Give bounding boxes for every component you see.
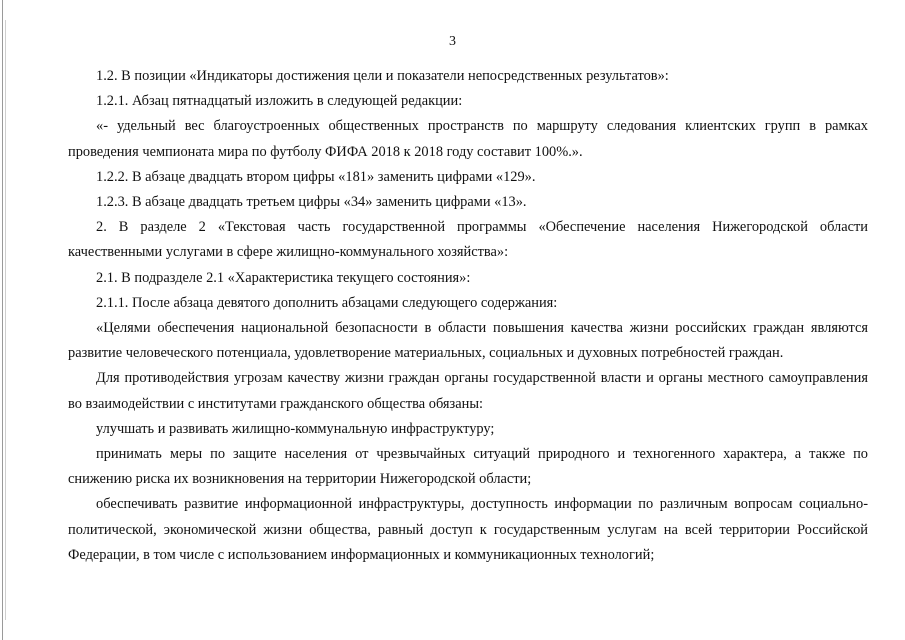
paragraph: Для противодействия угрозам качеству жизни граждан органы государственной власти и органы местного самоуправления во взаимодействии с институтами гражданского общества обязаны: — [68, 370, 868, 412]
paragraph: 2.1. В подразделе 2.1 «Характеристика текущего состояния»: — [96, 269, 471, 286]
page-number: 3 — [449, 34, 456, 49]
paragraph: улучшать и развивать жилищно-коммунальную инфраструктуру; — [96, 420, 495, 437]
paragraph: 1.2.1. Абзац пятнадцатый изложить в следующей редакции: — [96, 93, 463, 110]
paragraph: 1.2. В позиции «Индикаторы достижения цели и показатели непосредственных результатов»: — [96, 68, 669, 84]
paragraph: обеспечивать развитие информационной инфраструктуры, доступность информации по различным вопросам социально-политической, экономической жизни общества, равный доступ к государственным услугам на всей территории Российской Федерации, в том числе с использованием информационных и коммуникационных технологий; — [68, 496, 868, 563]
paragraph: 1.2.3. В абзаце двадцать третьем цифры «34» заменить цифрами «13». — [96, 194, 527, 211]
document-body — [68, 64, 868, 568]
scan-edge-line — [2, 0, 3, 640]
paragraph: 2. В разделе 2 «Текстовая часть государственной программы «Обеспечение населения Нижегородской области качественными услугами в сфере жилищно-коммунального хозяйства»: — [68, 219, 868, 261]
paragraph: «- удельный вес благоустроенных общественных пространств по маршруту следования клиентских групп в рамках проведения чемпионата мира по футболу ФИФА 2018 к 2018 году составит 100%.». — [68, 118, 868, 160]
paragraph: 2.1.1. После абзаца девятого дополнить абзацами следующего содержания: — [96, 294, 558, 311]
paragraph: 1.2.2. В абзаце двадцать втором цифры «181» заменить цифрами «129». — [96, 168, 536, 185]
paragraph: принимать меры по защите населения от чрезвычайных ситуаций природного и техногенного характера, а также по снижению риска их возникновения на территории Нижегородской области; — [68, 446, 868, 488]
scan-edge-line-inner — [5, 20, 6, 620]
paragraph: «Целями обеспечения национальной безопасности в области повышения качества жизни российских граждан являются развитие человеческого потенциала, удовлетворение материальных, социальных и духовных потребностей граждан. — [68, 320, 868, 362]
